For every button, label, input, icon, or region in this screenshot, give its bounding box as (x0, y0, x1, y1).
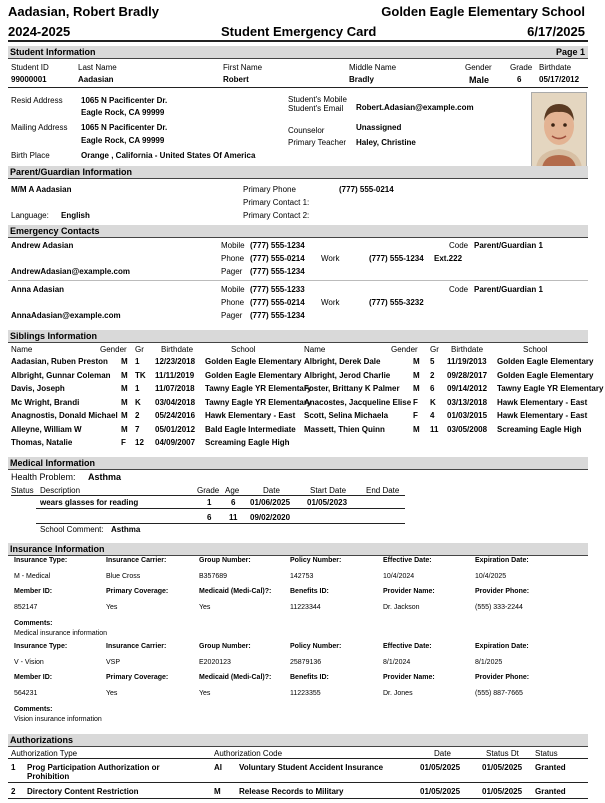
birth-place: Orange , California - United States Of America (81, 151, 256, 160)
sibling-birthdate: 09/14/2012 (447, 384, 488, 393)
col-header: Date (434, 749, 451, 758)
ins-value: Yes (106, 604, 118, 611)
sibling-birthdate: 04/09/2007 (155, 438, 196, 447)
ins-value: 564231 (14, 690, 38, 697)
ins-value: 25879136 (290, 659, 322, 666)
ins-value: B357689 (199, 573, 228, 580)
last-name: Aadasian (78, 75, 114, 84)
ins-label: Effective Date: (383, 557, 432, 564)
sibling-gender: M (413, 357, 420, 366)
contact-phone: (777) 555-0214 (250, 254, 305, 263)
sibling-birthdate: 03/05/2008 (447, 424, 488, 434)
col-header: Grade (197, 486, 220, 495)
section-title: Insurance Information (10, 544, 105, 554)
divider (8, 758, 588, 759)
student-photo (531, 92, 587, 169)
col-header: Name (304, 345, 326, 354)
sibling-school: Hawk Elementary - East (497, 411, 588, 420)
col-header: Status (535, 749, 558, 758)
divider (36, 523, 405, 524)
sibling-gender: F (121, 438, 126, 447)
authorizations-bar (8, 734, 588, 747)
col-header: Gr (135, 345, 144, 354)
siblings-bar (8, 330, 588, 343)
label: Pager (221, 311, 243, 320)
contact-mobile: (777) 555-1234 (250, 241, 305, 250)
ins-value: Blue Cross (106, 573, 141, 580)
auth-desc: Release Records to Military (239, 787, 344, 796)
label: First Name (223, 63, 263, 72)
student-info-bar (8, 46, 588, 59)
ins-label: Member ID: (14, 674, 53, 681)
sibling-school: Screaming Eagle High (205, 438, 290, 447)
sibling-school: Golden Eagle Elementary (497, 370, 594, 380)
medical-age: 11 (229, 513, 238, 522)
col-header: Authorization Code (214, 749, 283, 758)
first-name: Robert (223, 75, 249, 84)
label: Mobile (221, 241, 245, 250)
ins-value: M - Medical (14, 573, 51, 580)
label: Counselor (288, 126, 325, 135)
divider (8, 87, 588, 88)
label: Code (449, 285, 469, 294)
label: Grade (510, 63, 533, 72)
ins-label: Insurance Type: (14, 557, 68, 564)
mail-line1: 1065 N Pacificenter Dr. (81, 123, 168, 132)
parent-name: M/M A Aadasian (11, 185, 72, 194)
medical-grade: 6 (207, 513, 212, 522)
sibling-grade: 1 (135, 357, 140, 366)
col-header: Start Date (310, 486, 347, 495)
mail-line2: Eagle Rock, CA 99999 (81, 136, 165, 145)
ins-label: Benefits ID: (290, 674, 329, 681)
sibling-name: Mc Wright, Brandi (11, 397, 80, 407)
ins-label: Primary Coverage: (106, 588, 169, 595)
sibling-name: Davis, Joseph (11, 384, 65, 393)
section-title: Authorizations (10, 735, 73, 745)
medical-bar (8, 457, 588, 470)
ins-label: Medicaid (Medi-Cal)?: (199, 674, 272, 681)
auth-code: AI (214, 763, 222, 772)
birthdate: 05/17/2012 (539, 75, 580, 84)
sibling-gender: M (121, 397, 128, 407)
ins-label: Provider Name: (383, 674, 435, 681)
ins-label: Group Number: (199, 643, 251, 650)
sibling-birthdate: 11/07/2018 (155, 384, 195, 393)
contact-name: Andrew Adasian (11, 241, 74, 250)
ins-label: Provider Name: (383, 588, 435, 595)
sibling-school: Screaming Eagle High (497, 424, 582, 434)
label: Code (449, 241, 469, 250)
sibling-birthdate: 11/11/2019 (155, 370, 195, 380)
ins-value: Yes (106, 690, 118, 697)
ins-value: 11223355 (290, 690, 321, 697)
medical-age: 6 (231, 498, 236, 507)
sibling-grade: 2 (135, 411, 140, 420)
col-header: School (523, 345, 548, 354)
medical-start-date: 01/05/2023 (307, 498, 348, 507)
col-header: School (231, 345, 256, 354)
sibling-gender: F (413, 411, 418, 420)
school-year: 2024-2025 (8, 24, 71, 39)
ins-value: 8/1/2024 (383, 659, 411, 666)
label: School Comment: (40, 525, 104, 534)
contact-work: (777) 555-3232 (369, 298, 424, 307)
label: Student's Email (288, 104, 344, 113)
sibling-gender: M (121, 370, 128, 380)
sibling-name: Alleyne, William W (11, 424, 82, 434)
ins-label: Member ID: (14, 588, 53, 595)
sibling-birthdate: 05/24/2016 (155, 411, 196, 420)
insurance-bar (8, 543, 588, 556)
medical-grade: 1 (207, 498, 212, 507)
label: Mobile (221, 285, 245, 294)
contact-ext: Ext.222 (434, 254, 463, 263)
ins-label: Expiration Date: (475, 557, 529, 564)
label: Phone (221, 254, 245, 263)
label: Primary Teacher (288, 138, 347, 147)
sibling-school: Hawk Elementary - East (497, 397, 588, 407)
col-header: Date (263, 486, 280, 495)
sibling-gender: F (413, 397, 418, 407)
label: Birthdate (539, 63, 572, 72)
section-title: Parent/Guardian Information (10, 167, 133, 177)
label: Primary Phone (243, 185, 296, 194)
ins-label: Medicaid (Medi-Cal)?: (199, 588, 272, 595)
contact-code: Parent/Guardian 1 (474, 241, 543, 250)
sibling-grade: 12 (135, 438, 144, 447)
ins-comments: Vision insurance information (14, 716, 102, 723)
ins-label: Policy Number: (290, 643, 342, 650)
sibling-gender: M (413, 384, 420, 393)
col-header: Status (11, 486, 34, 495)
label: Pager (221, 267, 243, 276)
sibling-grade: 5 (430, 357, 435, 366)
label: Primary Contact 2: (243, 211, 310, 220)
ins-label: Provider Phone: (475, 674, 530, 681)
col-header: Name (11, 345, 33, 354)
ins-label: Insurance Carrier: (106, 643, 167, 650)
health-problem: Asthma (88, 472, 122, 482)
col-header: Gr (430, 345, 439, 354)
sibling-name: Aadasian, Ruben Preston (11, 357, 108, 366)
ins-value: Yes (199, 604, 211, 611)
sibling-grade: 1 (135, 384, 140, 393)
col-header: Age (225, 486, 240, 495)
auth-type: Directory Content Restriction (27, 787, 139, 796)
parent-info-bar (8, 166, 588, 179)
ins-label: Policy Number: (290, 557, 342, 564)
col-header: Birthdate (451, 345, 484, 354)
col-header: Status Dt (486, 749, 519, 758)
ins-value: 10/4/2024 (383, 573, 415, 580)
divider (8, 798, 588, 799)
ins-value: 142753 (290, 573, 314, 580)
ins-value: Dr. Jones (383, 690, 413, 697)
auth-date: 01/05/2025 (420, 787, 461, 796)
school-comment: Asthma (111, 525, 141, 534)
sibling-birthdate: 03/04/2018 (155, 397, 196, 407)
sibling-school: Tawny Eagle YR Elementary (205, 397, 312, 407)
label: Health Problem: (11, 472, 76, 482)
sibling-school: Golden Eagle Elementary (205, 370, 302, 380)
label: Resid Address (11, 96, 63, 105)
contact-pager: (777) 555-1234 (250, 311, 305, 320)
auth-desc: Voluntary Student Accident Insurance (239, 763, 384, 772)
col-header: Authorization Type (11, 749, 78, 758)
contact-work: (777) 555-1234 (369, 254, 424, 263)
section-title: Emergency Contacts (10, 226, 100, 236)
ins-value: 11223344 (290, 604, 321, 611)
ins-value: (555) 333-2244 (475, 604, 523, 611)
label: Gender (465, 63, 492, 72)
student-name-title: Aadasian, Robert Bradly (8, 4, 159, 19)
ins-value: 852147 (14, 604, 38, 611)
sibling-gender: M (121, 357, 128, 366)
divider (8, 280, 588, 281)
contact-email[interactable]: AndrewAdasian@example.com (11, 267, 130, 276)
auth-status: Granted (535, 763, 566, 772)
medical-date: 01/06/2025 (250, 498, 291, 507)
label: Mailing Address (11, 123, 68, 132)
label: Last Name (78, 63, 117, 72)
ins-value: (555) 887-7665 (475, 690, 523, 697)
sibling-gender: M (121, 424, 128, 434)
col-header: Birthdate (161, 345, 194, 354)
ins-label: Provider Phone: (475, 588, 530, 595)
sibling-name: Albright, Gunnar Coleman (11, 370, 111, 380)
sibling-birthdate: 05/01/2012 (155, 424, 196, 434)
label: Primary Contact 1: (243, 198, 310, 207)
sibling-gender: M (121, 411, 128, 420)
contact-phone: (777) 555-0214 (250, 298, 305, 307)
label: Middle Name (349, 63, 397, 72)
auth-status: Granted (535, 787, 566, 796)
sibling-grade: K (135, 397, 141, 407)
ins-label: Insurance Carrier: (106, 557, 167, 564)
ins-value: VSP (106, 659, 121, 666)
sibling-school: Tawny Eagle YR Elementary (497, 384, 604, 393)
label: Work (321, 254, 340, 263)
sibling-name: Albright, Derek Dale (304, 357, 381, 366)
sibling-name: Foster, Brittany K Palmer (304, 384, 400, 393)
student-id: 99000001 (11, 75, 47, 84)
ins-value: 8/1/2025 (475, 659, 503, 666)
ins-value: Yes (199, 690, 211, 697)
auth-num: 1 (11, 763, 16, 772)
sibling-name: Albright, Jerod Charlie (304, 370, 391, 380)
sibling-birthdate: 12/23/2018 (155, 357, 196, 366)
ins-comments: Medical insurance information (14, 630, 107, 637)
auth-num: 2 (11, 787, 16, 796)
page-label: Page 1 (555, 47, 585, 57)
label: Student's Mobile (288, 95, 347, 104)
ins-label: Effective Date: (383, 643, 432, 650)
medical-description: wears glasses for reading (40, 498, 139, 507)
medical-date: 09/02/2020 (250, 513, 291, 522)
ins-value: E2020123 (199, 659, 231, 666)
sibling-school: Golden Eagle Elementary (497, 357, 594, 366)
ins-value: 10/4/2025 (475, 573, 507, 580)
auth-code: M (214, 787, 221, 796)
sibling-school: Bald Eagle Intermediate (205, 424, 296, 434)
label: Work (321, 298, 340, 307)
label: Student ID (11, 63, 49, 72)
school-name: Golden Eagle Elementary School (381, 4, 585, 19)
sibling-grade: 7 (135, 424, 140, 434)
ins-value: V - Vision (14, 659, 44, 666)
sibling-birthdate: 03/13/2018 (447, 397, 488, 407)
contact-email[interactable]: AnnaAdasian@example.com (11, 311, 121, 320)
sibling-grade: 11 (430, 424, 439, 434)
section-title: Siblings Information (10, 331, 97, 341)
ins-label: Expiration Date: (475, 643, 529, 650)
divider (11, 495, 405, 496)
auth-status-dt: 01/05/2025 (482, 787, 523, 796)
sibling-grade: 6 (430, 384, 435, 393)
primary-teacher: Haley, Christine (356, 138, 416, 147)
col-header: Gender (100, 345, 127, 354)
section-title: Student Information (10, 47, 96, 57)
student-email: Robert.Adasian@example.com (356, 103, 474, 112)
resid-line1: 1065 N Pacificenter Dr. (81, 96, 168, 105)
sibling-gender: M (413, 370, 420, 380)
sibling-name: Anagnostis, Donald Michael (11, 411, 118, 420)
grade: 6 (517, 75, 522, 84)
sibling-school: Tawny Eagle YR Elementary (205, 384, 312, 393)
sibling-name: Scott, Selina Michaela (304, 411, 389, 420)
sibling-name: Anacostes, Jacqueline Elise (304, 397, 412, 407)
auth-type: Prohibition (27, 772, 70, 781)
middle-name: Bradly (349, 75, 374, 84)
sibling-birthdate: 11/19/2013 (447, 357, 487, 366)
primary-phone: (777) 555-0214 (339, 185, 394, 194)
ins-label: Benefits ID: (290, 588, 329, 595)
label: Birth Place (11, 151, 50, 160)
ins-label: Comments: (14, 706, 53, 713)
label: Phone (221, 298, 245, 307)
card-title: Student Emergency Card (221, 24, 377, 39)
col-header: End Date (366, 486, 400, 495)
sibling-grade: 4 (430, 411, 435, 420)
ins-label: Insurance Type: (14, 643, 68, 650)
print-date: 6/17/2025 (527, 24, 585, 39)
counselor: Unassigned (356, 123, 402, 132)
contact-code: Parent/Guardian 1 (474, 285, 543, 294)
divider (36, 508, 405, 509)
ins-value: Dr. Jackson (383, 604, 420, 611)
resid-line2: Eagle Rock, CA 99999 (81, 108, 165, 117)
sibling-name: Massett, Thien Quinn (304, 424, 385, 434)
emergency-bar (8, 225, 588, 238)
sibling-name: Thomas, Natalie (11, 438, 73, 447)
ins-label: Comments: (14, 620, 53, 627)
auth-status-dt: 01/05/2025 (482, 763, 523, 772)
gender: Male (469, 75, 490, 85)
ins-label: Primary Coverage: (106, 674, 169, 681)
divider (8, 782, 588, 783)
sibling-birthdate: 09/28/2017 (447, 370, 488, 380)
sibling-grade: 2 (430, 370, 435, 380)
sibling-grade: TK (135, 370, 146, 380)
header-rule (8, 40, 588, 42)
contact-mobile: (777) 555-1233 (250, 285, 305, 294)
label: Language: (11, 211, 49, 220)
section-title: Medical Information (10, 458, 96, 468)
language: English (61, 211, 90, 220)
contact-pager: (777) 555-1234 (250, 267, 305, 276)
col-header: Description (40, 486, 81, 495)
sibling-school: Hawk Elementary - East (205, 411, 296, 420)
auth-date: 01/05/2025 (420, 763, 461, 772)
col-header: Gender (391, 345, 418, 354)
sibling-birthdate: 01/03/2015 (447, 411, 488, 420)
auth-type: Prog Participation Authorization or (27, 763, 160, 772)
sibling-gender: M (121, 384, 128, 393)
sibling-gender: M (413, 424, 420, 434)
ins-label: Group Number: (199, 557, 251, 564)
sibling-school: Golden Eagle Elementary (205, 357, 302, 366)
sibling-grade: K (430, 397, 436, 407)
contact-name: Anna Adasian (11, 285, 65, 294)
